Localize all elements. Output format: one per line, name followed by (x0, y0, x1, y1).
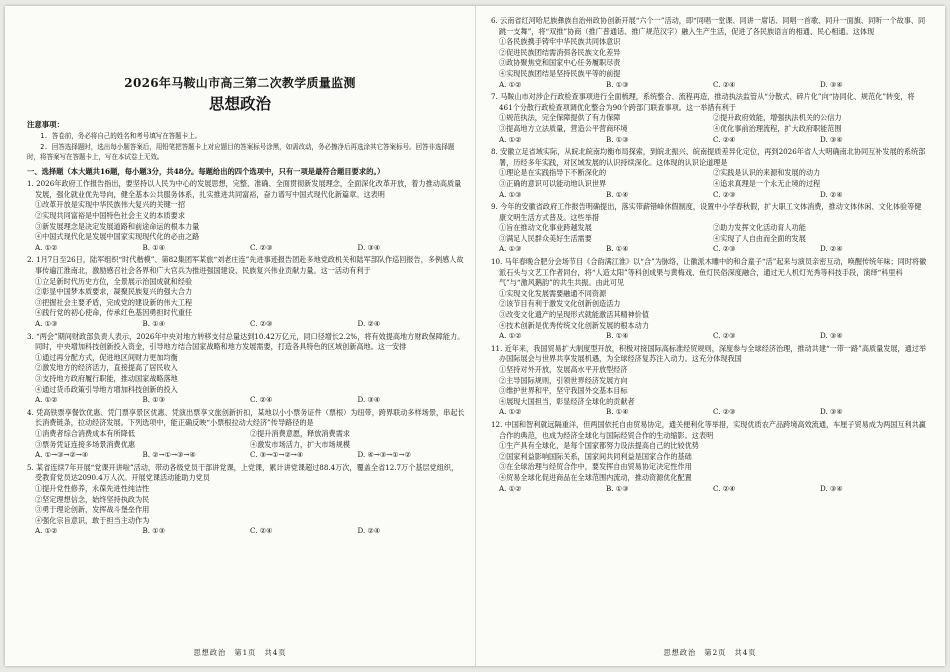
answer-choice: D. ③④ (357, 242, 381, 252)
question-option: ①消费者综合消费成本有所降低 (35, 428, 135, 438)
question (27, 408, 465, 461)
question-list (27, 179, 465, 537)
answer-choice: A. ①② (499, 407, 522, 417)
page-1-body (27, 119, 465, 539)
question-stem: 5. 某省连续7年开展“党课开讲啦”活动，带动各级党员干部讲党课，上党课，累计讲党课超过88.4万次，覆盖全省12.7万个基层党组织，受教育党员达2090.4万人次。开展党课活动能助力党员 (27, 462, 459, 483)
answer-choice: A. ①② (35, 526, 58, 536)
question (491, 420, 927, 494)
answer-choice: A. ①② (35, 242, 58, 252)
question-option: ②提升消费意愿，释放消费需求 (250, 428, 350, 438)
question-option: ④贸易全球化促进商品在全球范围内流动，推动资源优化配置 (499, 472, 692, 482)
option-row (491, 223, 927, 234)
question-option: ④追求真理是一个永无止境的过程 (713, 178, 821, 188)
question-option: ③满足人民群众美好生活需要 (499, 233, 592, 243)
exam-title: 2026年马鞍山市高三第二次教学质量监测 (124, 76, 356, 90)
answer-choice: B. ①④ (606, 331, 629, 341)
page-2 (475, 6, 945, 666)
option-row (491, 234, 927, 245)
question-stem: 2. 1月7日至26日，陆军组织“时代楷模”、第82集团军某旅“刘老庄连”先进事迹报告团赴多地党政机关和陆军部队作巡回报告，多例感人故事传遍江淮南北，激励感召社会各界和广大官兵为推进强国建设、民族复兴伟业贡献力量。这一活动有利于 (27, 255, 464, 276)
question-option: ②促进民族团结需消弭各民族文化差异 (499, 47, 621, 57)
answer-choice: D. ②④ (357, 526, 381, 536)
answer-choice: B. ①④ (142, 319, 166, 329)
answer-choices (491, 190, 927, 201)
page-1 (5, 6, 475, 666)
question-option: ①旨在推动文化事业跨越发展 (499, 223, 592, 233)
answer-choice: A. ①② (35, 395, 58, 405)
option-row (491, 179, 927, 190)
question-stem: 4. 凭高铁票享餐饮优惠、凭门票享景区优惠、凭演出票享文旅创新折扣，某地以小小票务证件（票根）为纽带，跨界联动多样场景，串起长长消费链条，拉动经济发展。下列选项中，能正确反映“小票根拉动大经济”传导路径的是 (27, 407, 465, 428)
question-option: ①改革开放是实现中华民族伟大复兴的关键一招 (35, 200, 185, 210)
question-option: ①通过再分配方式，促进地区间财力更加均衡 (35, 352, 178, 362)
question-option: ②实践是认识的来源和发展的动力 (713, 168, 821, 178)
answer-choices (27, 395, 465, 406)
question-option: ②主导国际规则，引领世界经济发展方向 (499, 375, 628, 385)
answer-choice: B. ①③ (606, 79, 629, 89)
page-footer: 思想政治 第2页 共4页 (663, 648, 757, 657)
question-option: ②该节目有利于激发文化创新创造活力 (499, 299, 621, 309)
answer-choice: B. ①③ (142, 526, 166, 536)
question-option: ③政协聚焦党和国家中心任务履职尽责 (499, 58, 621, 68)
question-option: ③提高地方立法质量，营造公平营商环境 (499, 123, 628, 133)
answer-choice: D. ②④ (357, 319, 381, 329)
answer-choice: C. ②③ (713, 407, 736, 417)
answer-choice: C. ②④ (250, 526, 273, 536)
question-option: ④技术创新是优秀传统文化创新发展的根本动力 (499, 320, 649, 330)
question (491, 92, 927, 145)
question (491, 202, 927, 255)
answer-choices (491, 407, 927, 418)
answer-choice: B. ①③ (142, 395, 166, 405)
question-stem: 9. 今年的安徽省政府工作报告明确提出，落实带薪错峰休假制度，设置中小学春秋假，扩大职工文体消费，推动文体休闲、文化体验等健康文明生活方式普及。这些举措 (491, 202, 922, 222)
answer-choice: A. ①② (499, 134, 522, 144)
question-option: ①生产具有全球化，是每个国家都努力设法提高自己的比较优势 (499, 441, 699, 451)
question-stem: 6. 云南省红河哈尼族彝族自治州政协创新开展“六个一”活动，即“同唱一堂课、同讲一席话、同唱一首歌、同升一面旗、同听一个故事、同跳一支舞”，将“双推”协商（推广普通话、推广规范汉字）融入生产生活，促进了各民族语言的相通、民心相通。这体现 (491, 16, 926, 36)
question (27, 332, 465, 406)
answer-choice: A. ①③ (499, 244, 522, 254)
answer-choice: D. ③④ (820, 134, 843, 144)
question-stem: 1. 2026年政府工作报告指出，要坚持以人民为中心的发展思想，完整、准确、全面贯彻新发展理念，全面深化改革开放，着力推动高质量发展，强化就业优先导向，健全基本公共服务体系，扎实推进共同富裕，奋力谱写中国式现代化新篇章。这表明 (27, 179, 462, 199)
answer-choice: A. ①② (499, 483, 522, 493)
question-stem: 12. 中国和智利就远隔重洋，但两国依托自由贸易协定，通关便利化等举措，实现优质农产品跨境高效流通，车厘子贸易成为两国互利共赢合作的典范，也成为经济全球化与国际经贸合作的生动缩影。这表明 (491, 419, 926, 440)
answer-choices (491, 331, 927, 342)
question (27, 255, 465, 329)
answer-choice: B. ①③ (606, 483, 629, 493)
answer-choice: B. ①④ (606, 407, 629, 417)
question (491, 16, 927, 90)
notice-item: 1. 答卷前，务必将自己的姓名和考号填写在答题卡上。 (40, 132, 202, 140)
answer-choices (491, 135, 927, 146)
question-option: ④通过货币政策引导地方增加科技创新的投入 (35, 384, 178, 394)
answer-choice: A. ①③ (499, 189, 522, 199)
question-option: ④实现民族团结是坚持民族平等的前提 (499, 68, 621, 78)
question-option: ①各民族携手铸牢中华民族共同体意识 (499, 37, 621, 47)
answer-choice: C. ③→①→②→④ (250, 450, 304, 460)
question-option: ③改变文化遗产的呈现形式就能激活其精神价值 (499, 310, 649, 320)
question-stem: 7. 马鞍山市对涉企行政检查事项进行全面梳理，系统整合、流程再造，推动执法监管从“分散式、碎片化”向“协同化、规范化”转变，将461个分散行政检查项调优化整合为90个跨部门联查事项。这一举措有利于 (491, 92, 915, 112)
answer-choice: A. ①② (499, 79, 522, 89)
question-option: ③支持地方政府履行职能，推动国家战略落地 (35, 373, 178, 383)
option-row (27, 440, 465, 451)
answer-choice: D. ②④ (820, 244, 843, 254)
question-option: ③维护世界和平，坚守我国外交基本目标 (499, 386, 628, 396)
answer-choice: A. ①② (499, 331, 522, 341)
question-option: ②助力发挥文化活动育人功能 (713, 223, 806, 233)
answer-choices (27, 526, 465, 537)
question-option: ②国家利益影响国际关系，国家间共同利益是国家合作的基础 (499, 451, 692, 461)
page-2-body (491, 16, 927, 496)
question-option: ①理论是在实践指导下不断深化的 (499, 168, 607, 178)
question-list (491, 16, 927, 494)
question-option: ③正确的意识可以能动地认识世界 (499, 178, 607, 188)
answer-choice: D. ③④ (820, 331, 843, 341)
answer-choice: C. ②③ (250, 319, 273, 329)
question (491, 344, 927, 418)
question-option: ②坚定理想信念，始终坚持执政为民 (35, 494, 150, 504)
question-option: ①立足新时代历史方位，全景展示治国成就和经验 (35, 276, 193, 286)
question-option: ③勇于理论创新，发挥战斗堡垒作用 (35, 505, 150, 515)
question-option: ①实现文化发展需要融通不同资源 (499, 288, 607, 298)
answer-choice: D. ②④ (820, 189, 843, 199)
answer-choice: B. ①④ (606, 189, 629, 199)
page-footer: 思想政治 第1页 共4页 (193, 648, 287, 657)
question-option: ②彰显中国梦本质要求，凝聚民族复兴的强大合力 (35, 287, 193, 297)
option-row (27, 429, 465, 440)
question-stem: 8. 安徽立足省域实际，从皖北皖南均衡布局探索，到皖北振兴、皖南提质差异化定位，再到2026年省人大明确南北协同互补发展的系统部署，历经多年实践，对区域发展的认识持续深化。这体现的认识论道理是 (491, 147, 926, 167)
exam-subject: 思想政治 (208, 94, 271, 113)
answer-choice: C. ②③ (250, 242, 273, 252)
answer-choice: D. ③④ (357, 395, 381, 405)
answer-choice: A. ①→③→②→④ (35, 450, 89, 460)
answer-choices (491, 484, 927, 495)
answer-choice: C. ②④ (713, 134, 736, 144)
answer-choice: D. ③④ (820, 483, 843, 493)
question-option: ②提升政府效能，增强执法机关的公信力 (713, 113, 842, 123)
question-option: ④展现大国担当，彰显经济全球化的贡献者 (499, 396, 635, 406)
option-row (491, 124, 927, 135)
question-option: ②激发地方的经济活力，直接提高了居民收入 (35, 363, 178, 373)
answer-choice: D. ③④ (820, 79, 843, 89)
question (491, 257, 927, 342)
answer-choice: C. ②③ (713, 331, 736, 341)
answer-choice: C. ②③ (713, 189, 736, 199)
question-option: ④实现了人自由而全面的发展 (713, 233, 806, 243)
question (491, 147, 927, 200)
answer-choice: B. ①③ (606, 134, 629, 144)
exam-sheet (5, 6, 945, 666)
answer-choice: C. ②④ (713, 483, 736, 493)
answer-choice: B. ①④ (606, 244, 629, 254)
notice-title: 注意事项： (27, 120, 64, 129)
answer-choice: C. ②④ (713, 79, 736, 89)
section-title: 一、选择题（本大题共16题，每小题3分，共48分。每题给出的四个选项中，只有一项是最符合题目要求的。） (27, 166, 385, 176)
question-option: ①坚持对外开放，发展高水平开放型经济 (499, 365, 628, 374)
question-option: ③票务凭证连接多场景消费优惠 (35, 439, 135, 449)
question-option: ④强化宗旨意识，敢于担当主动作为 (35, 515, 150, 525)
question-option: ④中国式现代化是发展中国家实现现代化的必由之路 (35, 232, 200, 242)
notice-item: 2. 回答选择题时，选出每小题答案后，用铅笔把答题卡上对应题目的答案标号涂黑，如需改动，务必擦净后再选涂其它答案标号。回答非选择题时，将答案写在答题卡上，写在本试卷上无效。 (27, 142, 455, 161)
question-option: ④践行党的初心使命，传承红色基因勇担时代重任 (35, 308, 193, 318)
question-stem: 11. 近年来，我国贸易扩大制度型开放，积极对接国际高标准经贸规则，深度参与全球经济治理，推动共建“一带一路”高质量发展，通过举办国际展会与世界共享发展机遇，为全球经济复苏注入动力。这充分体现我国 (491, 343, 927, 364)
option-row (491, 168, 927, 179)
answer-choices (491, 80, 927, 91)
question (27, 463, 465, 537)
question-stem: 10. 马年春晚合肥分会场节目《合韵满江淮》以“合”为脉络，让徽派木雕中的和合童子“活”起来与演员亲密互动，唤醒传统年味；同时将徽派石头与文艺工作者同台，将“人造太阳”等科创成果与黄梅戏、鱼灯民俗深度融合，通过无人机灯光秀等科技手段，演绎“科里科气”与“激风鹅韵”的共生共振。由此可见 (491, 257, 927, 288)
question-option: ③把握社会主要矛盾，完成党的建设新的伟大工程 (35, 297, 193, 307)
answer-choice: D. ④→③→①→② (357, 450, 412, 460)
answer-choices (491, 244, 927, 255)
question-option: ①规范执法，完全保障提供了有力保障 (499, 113, 621, 123)
answer-choice: C. ②③ (713, 244, 736, 254)
answer-choice: A. ①③ (35, 319, 58, 329)
question-option: ④优化事前治理流程，扩大政府职能范围 (713, 123, 842, 133)
question-option: ③新发展理念是决定发展道路和前途命运的根本力量 (35, 221, 200, 231)
notice-block (27, 119, 465, 163)
answer-choice: D. ③④ (820, 407, 843, 417)
answer-choice: B. ①④ (142, 242, 166, 252)
answer-choices (27, 243, 465, 254)
answer-choices (27, 319, 465, 330)
question-option: ④激发市场活力，扩大市场规模 (250, 439, 350, 449)
question-stem: 3. “两会”期间财政部负责人表示，2026年中央对地方转移支付总量达到10.42万亿元，同口径增长2.2%，将有效提高地方财政保障能力。同时，中央增加科技创新投入资金，引导地方结合国家战略和地方发展需要，打造各具特色的区域创新高地。这一安排 (27, 331, 465, 352)
question-option: ③在全球治理与经贸合作中，要发挥自由贸易协定决定性作用 (499, 462, 692, 472)
question-option: ②实现共同富裕是中国特色社会主义的本质要求 (35, 211, 185, 221)
answer-choice: C. ②④ (250, 395, 273, 405)
answer-choice: B. ②→①→③→④ (142, 450, 196, 460)
answer-choices (27, 450, 465, 461)
option-row (491, 113, 927, 124)
question (27, 179, 465, 253)
question-option: ①提升党性修养，永葆先进性纯洁性 (35, 483, 150, 493)
